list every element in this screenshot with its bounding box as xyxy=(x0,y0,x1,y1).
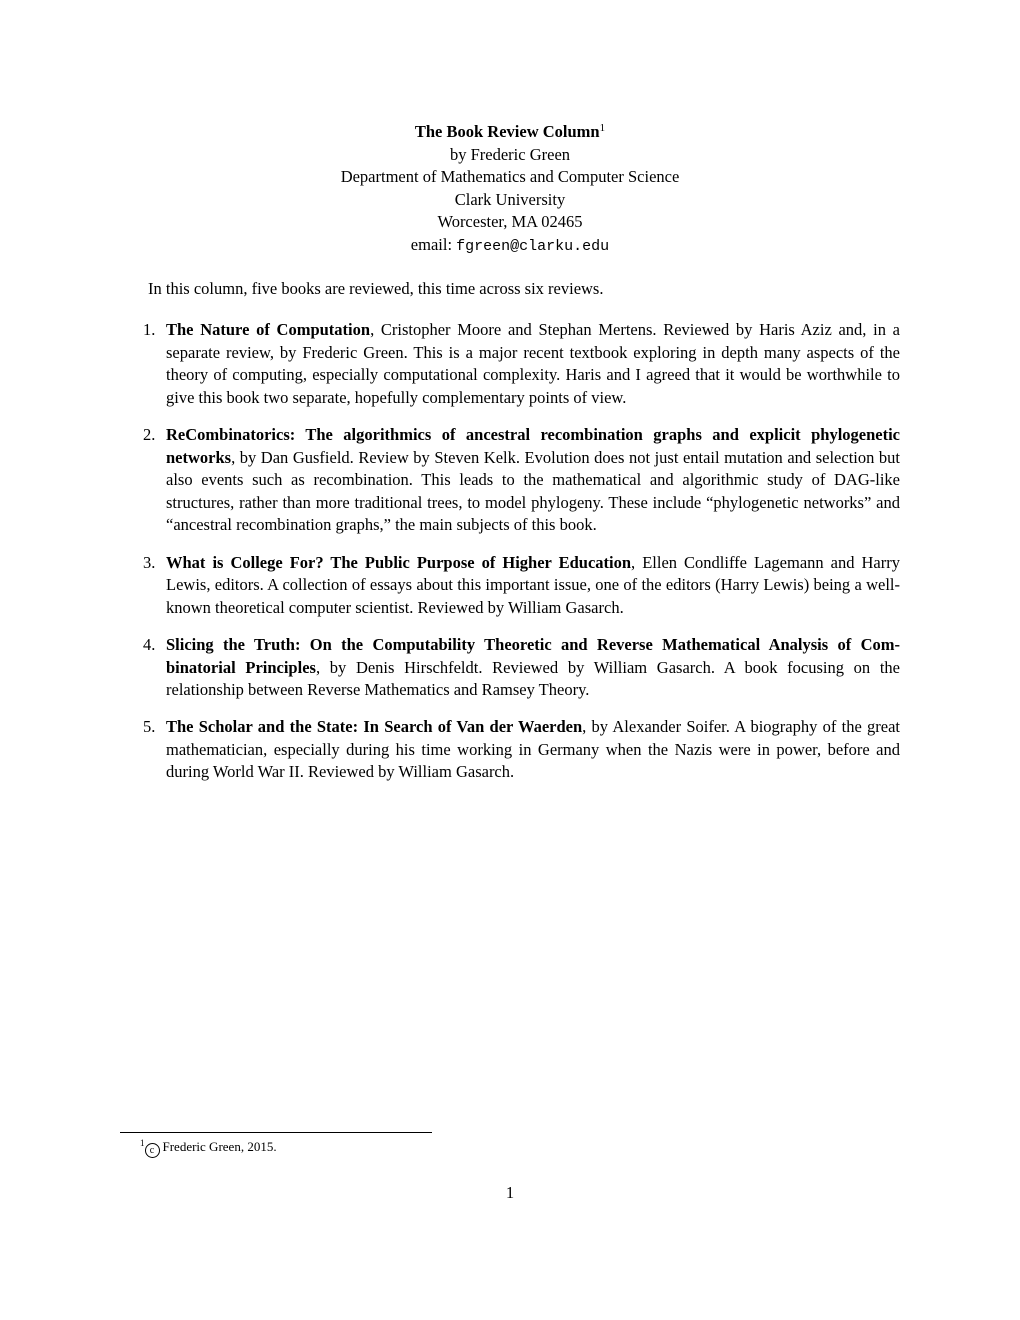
column-header xyxy=(0,121,1020,259)
university: Clark University xyxy=(454,189,566,209)
review-item xyxy=(120,716,900,784)
department: Department of Mathematics and Computer Science xyxy=(340,167,680,187)
review-item xyxy=(120,634,900,702)
column-title: The Book Review Column xyxy=(414,122,600,141)
review-number: 2. xyxy=(143,424,156,444)
review-description: , Cristopher Moore and Stephan Mertens. Reviewed by Haris Aziz and, in a separate review, by Frederic Green. This is a major recent textbook exploring in depth many aspects of the theory of computing, especially computational complexity. Haris and I agreed that it would be worthwhile to give this book two separate, hopefully complementary points of view. xyxy=(166,320,900,407)
review-number: 3. xyxy=(143,552,156,572)
email-label: email: xyxy=(410,234,453,254)
column-title-line xyxy=(0,121,1020,144)
book-title: The Scholar and the State: In Search of Van der Waerden xyxy=(166,717,583,737)
review-number: 5. xyxy=(143,717,156,737)
review-description: , by Denis Hirschfeldt. Reviewed by William Gasarch. A book focusing on the relationship between Reverse Mathematics and Ramsey Theory. xyxy=(166,657,900,700)
footnote-mark: 1 xyxy=(140,1138,145,1148)
review-description: , Ellen Condliffe Lagemann and Harry Lewis, editors. A collection of essays about this important issue, one of the editors (Harry Lewis) being a well-known theoretical computer scientist. Reviewed by William Gasarch. xyxy=(166,552,900,617)
book-title: Slicing the Truth: On the Computability Theoretic and Reverse Mathematical Analysis of Combinatorial Principles xyxy=(166,634,900,677)
review-item xyxy=(120,424,900,537)
intro-paragraph: In this column, five books are reviewed, this time across six reviews. xyxy=(148,279,604,298)
review-description: , by Alexander Soifer. A biography of the great mathematician, especially during his time working in Germany when the Nazis were in power, before and during World War II. Reviewed by William Gasarch. xyxy=(166,717,900,782)
review-description: , by Dan Gusfield. Review by Steven Kelk. Evolution does not just entail mutation and selection but also events such as recombination. This leads to the mathematical and algorithmic study of DAG-like structures, rather than more traditional trees, to model phylogeny. These include “phylogenetic networks” and “ancestral recombination graphs,” the main subjects of this book. xyxy=(166,447,900,535)
copyright-icon: c xyxy=(145,1143,160,1158)
book-title: The Nature of Computation xyxy=(166,320,371,339)
title-footnote-mark: 1 xyxy=(599,122,606,134)
page-number: 1 xyxy=(505,1183,515,1202)
author-line: by Frederic Green xyxy=(449,144,571,164)
review-number: 1. xyxy=(143,320,156,339)
location: Worcester, MA 02465 xyxy=(437,212,583,232)
review-item xyxy=(120,552,900,620)
footnote-rule xyxy=(120,1132,432,1133)
footnote-text: Frederic Green, 2015. xyxy=(162,1139,277,1154)
review-item xyxy=(120,319,900,409)
book-title: What is College For? The Public Purpose of Higher Education xyxy=(166,552,632,572)
email-address[interactable]: fgreen@clarku.edu xyxy=(456,237,610,255)
book-title: ReCombinatorics: The algorithmics of ancestral recombination graphs and explicit phylogenetic networks xyxy=(166,424,900,467)
email-line xyxy=(0,234,1020,259)
review-number: 4. xyxy=(143,634,156,654)
review-list xyxy=(120,319,900,799)
footnote xyxy=(140,1138,277,1158)
